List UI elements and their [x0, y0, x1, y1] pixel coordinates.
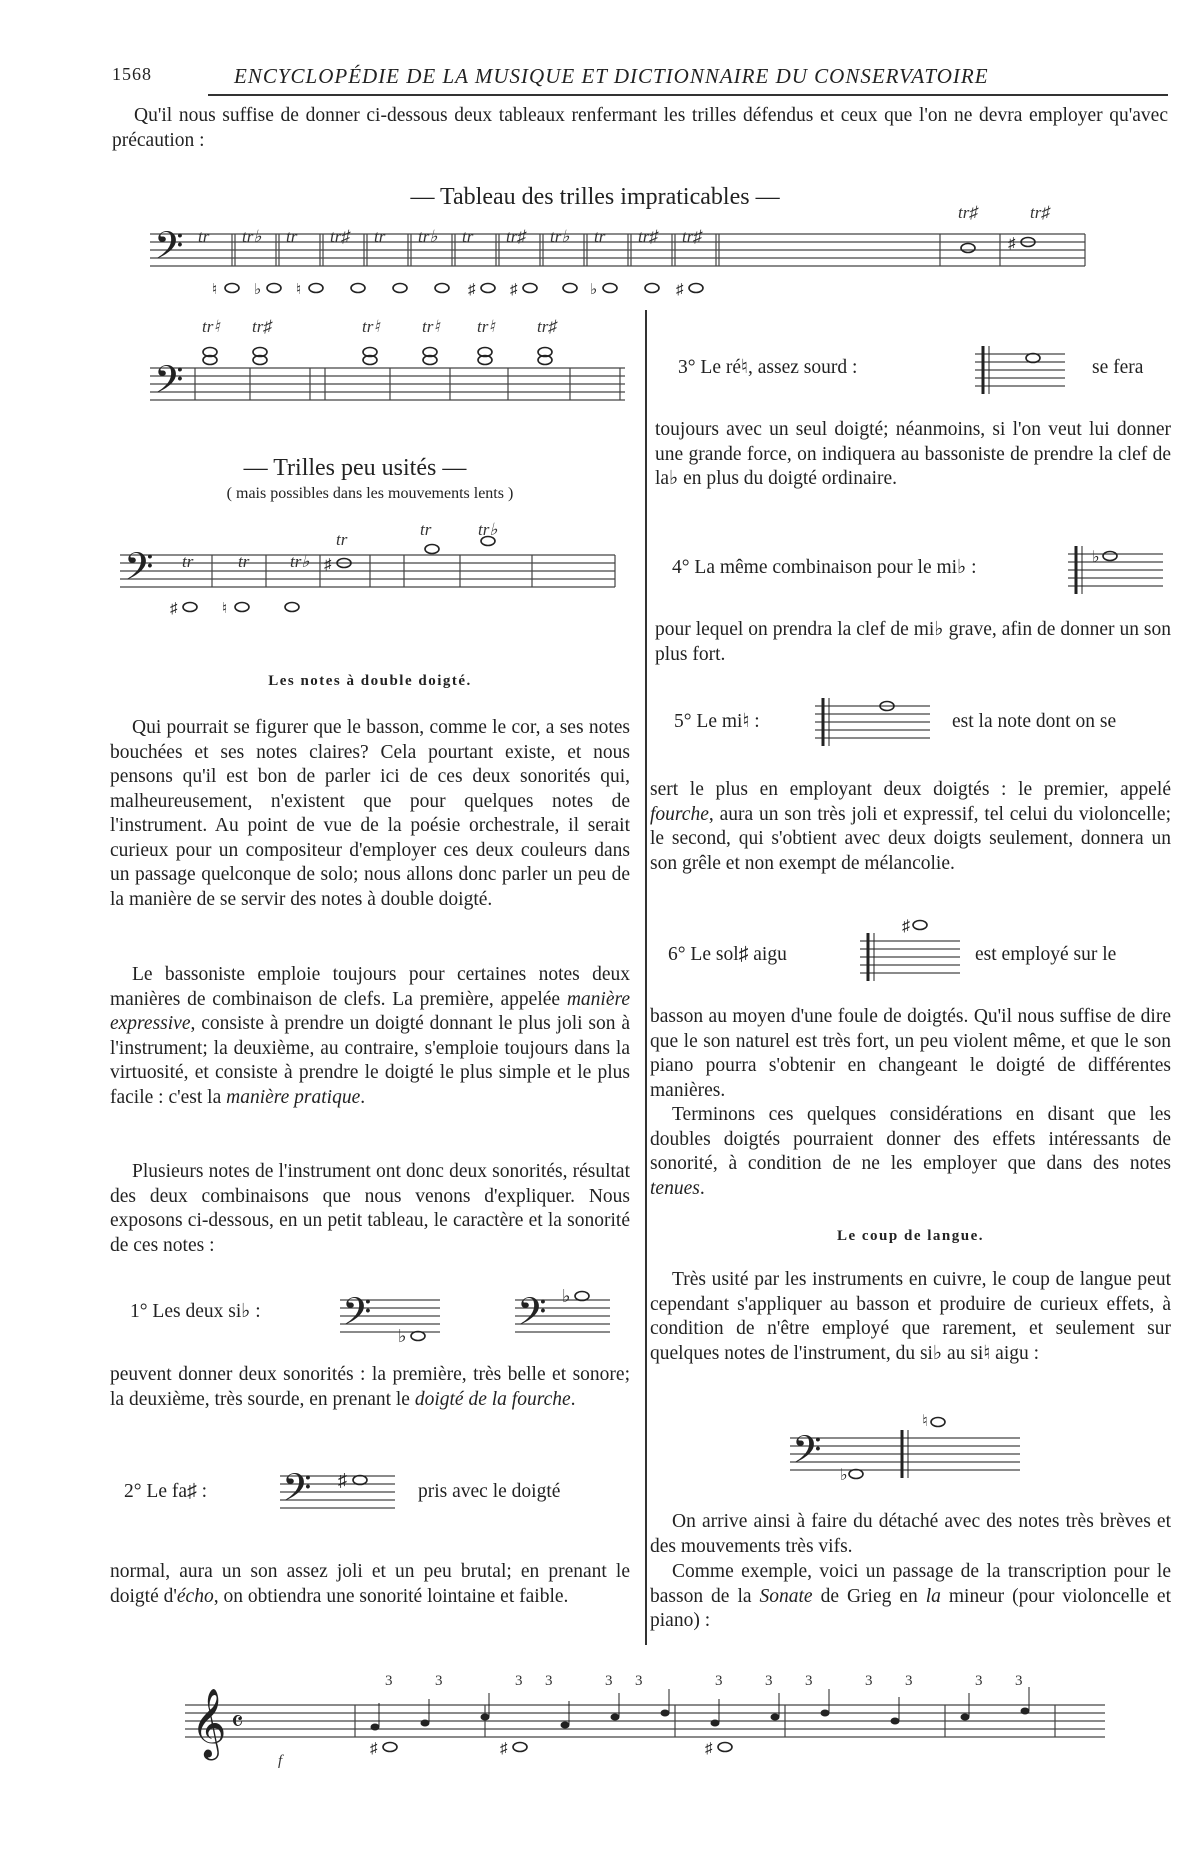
- treble-clef-icon: 𝄞: [191, 1688, 227, 1758]
- note-head: [718, 1743, 732, 1752]
- svg-text:𝄢: 𝄢: [517, 1289, 547, 1343]
- page-number: 1568: [112, 64, 152, 84]
- paragraph: peuvent donner deux sonorités : la première, très belle et sonore; la deuxième, très sourde, en prenant le doigté de la fourche.: [110, 1364, 630, 1410]
- trill-mark: tr♯: [537, 317, 557, 336]
- fa-sharp-example: [280, 1460, 400, 1520]
- note-head: [711, 1720, 720, 1727]
- svg-text:♭: ♭: [398, 1326, 407, 1346]
- svg-text:𝄢: 𝄢: [342, 1289, 372, 1343]
- note-head: [689, 284, 703, 293]
- accidental-icon: ♮: [222, 601, 228, 617]
- svg-text:𝄢: 𝄢: [282, 1465, 312, 1519]
- rare-trills-staff: [120, 515, 620, 615]
- note-head: [661, 1710, 670, 1717]
- impracticable-trills-staff-1: [150, 203, 1090, 308]
- svg-text:♮: ♮: [922, 1413, 928, 1430]
- item3-after: se fera: [1092, 357, 1144, 378]
- accidental-icon: ♮: [212, 282, 218, 298]
- accidental-icon: ♯: [500, 1741, 508, 1757]
- accidental-icon: ♮: [296, 282, 302, 298]
- note-head: [481, 1714, 490, 1721]
- triplet-number: 3: [605, 1673, 613, 1689]
- note-head: [523, 284, 537, 293]
- impracticable-trills-staff-2: [150, 317, 630, 411]
- triplet-number: 3: [715, 1673, 723, 1689]
- trill-mark: tr♯: [506, 227, 526, 246]
- trill-mark: tr♭: [290, 552, 310, 571]
- note-head: [183, 603, 197, 612]
- note-head: [267, 284, 281, 293]
- note-head: [309, 284, 323, 293]
- svg-text:♭: ♭: [1092, 549, 1100, 566]
- intro-paragraph: Qu'il nous suffise de donner ci-dessous deux tableaux renfermant les trilles défendus et ceux que l'on ne devra employer qu'avec précaution :: [112, 105, 1168, 151]
- paragraph: normal, aura un son assez joli et un peu brutal; en prenant le doigté d'écho, on obtiendra une sonorité lointaine et faible.: [110, 1561, 630, 1607]
- column-divider: [645, 310, 647, 1645]
- note-head: [371, 1724, 380, 1731]
- trill-mark: tr: [336, 530, 348, 549]
- note-head: [393, 284, 407, 293]
- accidental-icon: ♯: [370, 1741, 378, 1757]
- svg-text:♭: ♭: [840, 1467, 848, 1484]
- trill-mark: tr♯: [330, 227, 350, 246]
- trill-mark: tr♯: [682, 227, 702, 246]
- trill-mark: tr♭: [550, 227, 570, 246]
- paragraph: Plusieurs notes de l'instrument ont donc deux sonorités, résultat des deux combinaisons que nous venons d'expliquer. Nous exposons ci-dessous, en un petit tableau, le caractère et la sonorité de ces notes :: [110, 1161, 630, 1256]
- si-flat-examples: [340, 1280, 600, 1350]
- trill-mark: tr♯: [958, 203, 978, 222]
- trill-mark: tr: [238, 552, 250, 571]
- note-head: [1021, 1708, 1030, 1715]
- note-head: [513, 1743, 527, 1752]
- note-head: [435, 284, 449, 293]
- trill-mark: tr♯: [1030, 203, 1050, 222]
- accidental-icon: ♭: [254, 282, 262, 298]
- triplet-number: 3: [765, 1673, 773, 1689]
- note-head: [603, 284, 617, 293]
- table1-title: — Tableau des trilles impraticables —: [410, 184, 780, 210]
- mi-natural-example: [815, 692, 935, 752]
- paragraph: Qui pourrait se figurer que le basson, comme le cor, a ses notes bouchées et ses notes claires? Cela pourtant existe, et nous pensons qu'il est bon de parler ici de ces deux sonorités qui, malheureusement, n'existent que pour quelques notes de l'instrument. Au point de vue de la poésie orchestrale, il serait curieux pour un compositeur d'employer ces deux couleurs dans un passage quelconque de solo; nous allons donc parler un peu de la manière de se servir des notes à double doigté.: [110, 717, 630, 910]
- trill-mark: tr: [374, 227, 386, 246]
- note-head: [821, 1710, 830, 1717]
- triplet-number: 3: [635, 1673, 643, 1689]
- note-head: [891, 1718, 900, 1725]
- trill-mark: tr♯: [252, 317, 272, 336]
- note-head: [421, 1720, 430, 1727]
- note-head: [563, 284, 577, 293]
- trill-mark: tr: [286, 227, 298, 246]
- note-head: [611, 1714, 620, 1721]
- svg-text:♯: ♯: [338, 1470, 347, 1490]
- trill-mark: tr♮: [477, 317, 495, 336]
- triplet-number: 3: [545, 1673, 553, 1689]
- note-head: [771, 1714, 780, 1721]
- item5-after: est la note dont on se: [952, 711, 1117, 732]
- trill-mark: tr♭: [478, 520, 498, 539]
- item1-label: 1° Les deux si♭ :: [130, 1301, 261, 1322]
- svg-text:♭: ♭: [562, 1286, 571, 1306]
- coup-de-langue-example: [790, 1410, 1030, 1490]
- accidental-icon: ♯: [510, 282, 518, 298]
- triplet-number: 3: [1015, 1673, 1023, 1689]
- section-title-double-doigte: Les notes à double doigté.: [268, 673, 472, 689]
- trill-mark: tr♯: [638, 227, 658, 246]
- running-title: ENCYCLOPÉDIE DE LA MUSIQUE ET DICTIONNAIRE DU CONSERVATOIRE: [234, 64, 989, 88]
- bass-clef-icon: 𝄢: [154, 223, 184, 277]
- accidental-icon: ♯: [1008, 236, 1016, 252]
- note-head: [425, 545, 439, 554]
- grieg-sonata-excerpt: [185, 1665, 1115, 1775]
- svg-text:♯: ♯: [902, 918, 910, 935]
- triplet-number: 3: [865, 1673, 873, 1689]
- note-head: [351, 284, 365, 293]
- note-head: [481, 284, 495, 293]
- header-rule: [208, 94, 1168, 96]
- item2-after: pris avec le doigté: [418, 1481, 561, 1502]
- paragraph: On arrive ainsi à faire du détaché avec des notes très brèves et des mouvements très vifs.: [650, 1511, 1171, 1557]
- table2-title: — Trilles peu usités —: [243, 455, 467, 481]
- accidental-icon: ♭: [590, 282, 598, 298]
- paragraph: Comme exemple, voici un passage de la transcription pour le basson de la Sonate de Grieg en la mineur (pour violoncelle et piano) :: [650, 1561, 1172, 1631]
- section-title-coup-de-langue: Le coup de langue.: [836, 1228, 984, 1244]
- item6-label: 6° Le sol♯ aigu: [668, 944, 787, 965]
- note-head: [961, 244, 975, 253]
- triplet-number: 3: [385, 1673, 393, 1689]
- paragraph: Terminons ces quelques considérations en disant que les doubles doigtés pourraient donner des effets intéressants de sonorité, à condition de ne les employer que dans des notes tenues.: [650, 1104, 1171, 1199]
- bass-clef-icon: 𝄢: [154, 357, 184, 411]
- note-head: [645, 284, 659, 293]
- triplet-number: 3: [805, 1673, 813, 1689]
- trill-mark: tr♮: [362, 317, 380, 336]
- table2-subtitle: ( mais possibles dans les mouvements lents ): [226, 485, 514, 502]
- paragraph: Très usité par les instruments en cuivre, le coup de langue peut cependant s'appliquer au basson et produire de curieux effets, à condition de n'être employé que rarement, et seulement sur quelques notes de l'instrument, du si♭ au si♮ aigu :: [650, 1269, 1171, 1364]
- item5-label: 5° Le mi♮ :: [674, 711, 760, 732]
- note-head: [285, 603, 299, 612]
- trill-mark: tr: [462, 227, 474, 246]
- trill-mark: tr: [420, 520, 432, 539]
- accidental-icon: ♯: [324, 557, 332, 573]
- dynamic-forte: f: [278, 1753, 283, 1769]
- accidental-icon: ♯: [468, 282, 476, 298]
- note-head: [961, 1714, 970, 1721]
- re-natural-example: [975, 340, 1075, 400]
- accidental-icon: ♯: [676, 282, 684, 298]
- bass-clef-icon: 𝄢: [124, 544, 154, 598]
- note-head: [225, 284, 239, 293]
- trill-mark: tr♭: [242, 227, 262, 246]
- note-head: [561, 1722, 570, 1729]
- trill-mark: tr: [182, 552, 194, 571]
- paragraph: Le bassoniste emploie toujours pour certaines notes deux manières de combinaison de clefs. La première, appelée manière expressive, consiste à prendre un doigté donnant le plus joli son à l'instrument; la deuxième, au contraire, s'emploie toujours dans la virtuosité, et consiste à prendre le doigté le plus simple et le plus facile : c'est la manière pratique.: [110, 964, 630, 1108]
- paragraph: toujours avec un seul doigté; néanmoins, si l'on veut lui donner une grande force, on indiquera au bassoniste de prendre la clef de la♭ en plus du doigté ordinaire.: [655, 419, 1171, 489]
- item6-after: est employé sur le: [975, 944, 1117, 965]
- paragraph: basson au moyen d'une foule de doigtés. Qu'il nous suffise de dire que le son naturel est très fort, un peu violent même, et que le son piano pourra s'obtenir en changeant le doigté de différentes manières.: [650, 1006, 1171, 1101]
- accidental-icon: ♯: [170, 601, 178, 617]
- trill-mark: tr: [594, 227, 606, 246]
- svg-text:𝄢: 𝄢: [792, 1427, 822, 1481]
- note-head: [235, 603, 249, 612]
- sol-sharp-example: [860, 915, 970, 985]
- item2-label: 2° Le fa♯ :: [124, 1481, 208, 1502]
- paragraph: sert le plus en employant deux doigtés : le premier, appelé fourche, aura un son très joli et expressif, tel celui du violoncelle; le second, qui s'obtient avec deux doigts seulement, donnera un son grêle et non exempt de mélancolie.: [650, 779, 1171, 874]
- triplet-number: 3: [905, 1673, 913, 1689]
- note-head: [383, 1743, 397, 1752]
- trill-mark: tr♭: [418, 227, 438, 246]
- trill-mark: tr♮: [422, 317, 440, 336]
- item3-label: 3° Le ré♮, assez sourd :: [678, 357, 858, 378]
- triplet-number: 3: [975, 1673, 983, 1689]
- mi-flat-example: [1068, 540, 1168, 600]
- common-time-icon: 𝄴: [231, 1707, 244, 1738]
- item4-label: 4° La même combinaison pour le mi♭ :: [672, 557, 977, 578]
- paragraph: pour lequel on prendra la clef de mi♭ grave, afin de donner un son plus fort.: [655, 619, 1171, 665]
- accidental-icon: ♯: [705, 1741, 713, 1757]
- trill-mark: tr: [198, 227, 210, 246]
- trill-mark: tr♮: [202, 317, 220, 336]
- triplet-number: 3: [515, 1673, 523, 1689]
- triplet-number: 3: [435, 1673, 443, 1689]
